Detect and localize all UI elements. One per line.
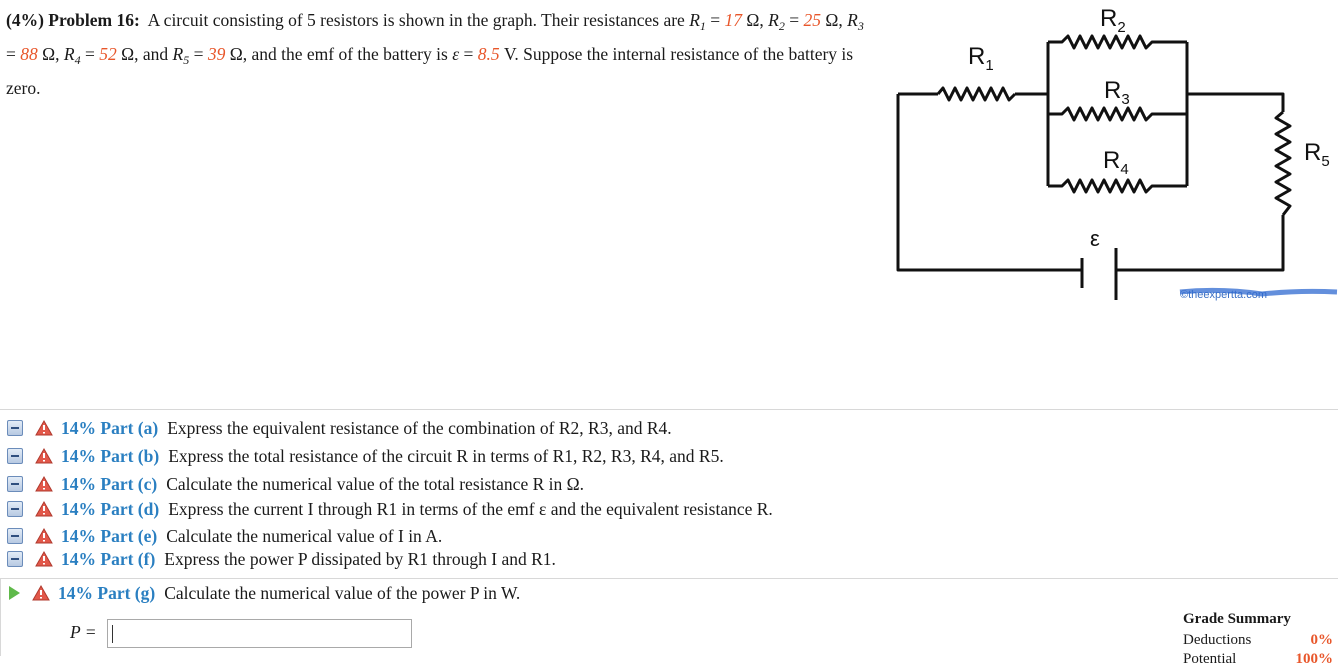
warning-icon [35, 551, 53, 567]
part-label[interactable]: 14% Part (f) [61, 548, 156, 569]
wire-left [898, 94, 1082, 270]
r3-value: 88 [20, 44, 38, 64]
ohm-unit: Ω [121, 44, 135, 64]
ohm-unit: Ω [746, 10, 760, 30]
r1-value: 17 [724, 10, 743, 30]
text-caret [112, 625, 113, 643]
potential-value: 100% [1295, 651, 1333, 667]
and-text: and [142, 44, 169, 64]
potential-row [1183, 651, 1333, 668]
r5-value: 39 [207, 44, 226, 64]
label-r3: R [1104, 77, 1122, 104]
emf-text: and the emf of the battery is [251, 44, 448, 64]
r5-subscript: 5 [183, 53, 190, 67]
part-row[interactable] [0, 580, 1338, 606]
label-r5: R [1304, 139, 1322, 166]
ohm-unit: Ω [229, 44, 243, 64]
label-emf: ε [1090, 226, 1100, 251]
part-label[interactable]: 14% Part (b) [61, 445, 160, 466]
r2-symbol: R [768, 10, 779, 30]
watermark: ©theexpertta.com [1180, 289, 1267, 301]
r1-subscript: 1 [699, 19, 706, 33]
warning-icon [35, 501, 53, 517]
part-row[interactable] [0, 415, 1338, 441]
r2-resistor [1048, 36, 1187, 48]
part-label[interactable]: 14% Part (e) [61, 525, 158, 546]
label-r5-sub: 5 [1321, 153, 1330, 170]
part-row[interactable] [0, 496, 1338, 522]
r3-subscript: 3 [857, 19, 864, 33]
label-r1-sub: 1 [985, 57, 994, 74]
r2-value: 25 [803, 10, 821, 30]
collapse-box-icon[interactable] [7, 528, 23, 544]
part-label[interactable]: 14% Part (d) [61, 498, 160, 519]
circuit-diagram [890, 0, 1338, 310]
r2-subscript: 2 [778, 19, 785, 33]
part-question: Express the power P dissipated by R1 through I and R1. [164, 548, 556, 569]
warning-icon [35, 420, 53, 436]
svg-text:R5 [1304, 139, 1330, 170]
label-r2-sub: 2 [1117, 19, 1126, 36]
svg-text:R4 [1103, 147, 1129, 178]
ohm-unit: Ω [42, 44, 56, 64]
problem-title: Problem 16: [48, 10, 140, 30]
parts-divider-bottom [0, 578, 1338, 579]
r4-symbol: R [63, 44, 75, 64]
r1-resistor [938, 88, 1015, 100]
warning-icon [32, 585, 50, 601]
r3-symbol: R [847, 10, 858, 30]
deductions-label: Deductions [1183, 632, 1252, 648]
r4-resistor [1048, 180, 1187, 192]
grade-summary-title: Grade Summary [1183, 611, 1291, 627]
svg-text:R3 [1104, 77, 1130, 108]
parts-divider-top [0, 409, 1338, 410]
expand-triangle-icon[interactable] [9, 586, 20, 600]
part-row[interactable] [0, 471, 1338, 497]
label-r4: R [1103, 147, 1121, 174]
part-row[interactable] [0, 546, 1338, 572]
ohm-unit: Ω [825, 10, 839, 30]
warning-icon [35, 448, 53, 464]
part-label[interactable]: 14% Part (c) [61, 473, 158, 494]
potential-label: Potential [1183, 651, 1237, 667]
collapse-box-icon[interactable] [7, 551, 23, 567]
r4-subscript: 4 [74, 53, 81, 67]
r1-symbol: R [689, 10, 700, 30]
warning-icon [35, 528, 53, 544]
wire-top-right [1187, 94, 1283, 112]
r4-value: 52 [99, 44, 117, 64]
problem-intro: A circuit consisting of 5 resistors is shown in the graph. Their resistances are [147, 10, 685, 30]
part-question: Calculate the numerical value of I in A. [166, 525, 443, 546]
warning-icon [35, 476, 53, 492]
answer-panel-border [0, 578, 1, 656]
label-r4-sub: 4 [1120, 161, 1129, 178]
emf-symbol: ε [452, 44, 460, 64]
part-question: Express the current I through R1 in terms of the emf ε and the equivalent resistance R. [168, 498, 773, 519]
emf-value: 8.5 [477, 44, 500, 64]
label-r2: R [1100, 5, 1118, 32]
wire-bottom-right [1116, 215, 1283, 270]
r5-resistor [1276, 112, 1290, 215]
emf-unit: V. [503, 44, 519, 64]
part-question: Express the total resistance of the circuit R in terms of R1, R2, R3, R4, and R5. [168, 445, 724, 466]
r5-symbol: R [172, 44, 184, 64]
label-r3-sub: 3 [1121, 91, 1130, 108]
svg-text:R2 [1100, 5, 1126, 36]
problem-tail: Suppose the internal resistance of the battery is zero. [6, 44, 854, 98]
answer-input[interactable] [107, 619, 412, 648]
collapse-box-icon[interactable] [7, 476, 23, 492]
part-question: Calculate the numerical value of the power P in W. [164, 582, 521, 603]
part-label[interactable]: 14% Part (a) [61, 417, 159, 438]
label-r1: R [968, 43, 986, 70]
part-row[interactable] [0, 443, 1338, 469]
collapse-box-icon[interactable] [7, 420, 23, 436]
collapse-box-icon[interactable] [7, 501, 23, 517]
part-label[interactable]: 14% Part (g) [58, 582, 156, 603]
answer-label: P = [70, 622, 97, 642]
r3-resistor [1048, 108, 1187, 120]
part-question: Calculate the numerical value of the total resistance R in Ω. [166, 473, 585, 494]
collapse-box-icon[interactable] [7, 448, 23, 464]
deductions-row [1183, 632, 1333, 649]
deductions-value: 0% [1310, 632, 1333, 648]
part-question: Express the equivalent resistance of the combination of R2, R3, and R4. [167, 417, 672, 438]
svg-text:R1 [968, 43, 994, 74]
problem-statement: (4%) Problem 16: A circuit consisting of 5 resistors is shown in the graph. Their resistances are $R_1 = 17$ Ω, $R_2 = 25$ Ω, $R_3 = 88$ Ω, $R_4 = 52$ Ω, and $R_5 = 39$ Ω, and the emf of the battery is ε = 8.5 V. Suppose the internal resistance of the battery is zero. [6, 10, 864, 98]
problem-weight: (4%) [6, 10, 44, 30]
